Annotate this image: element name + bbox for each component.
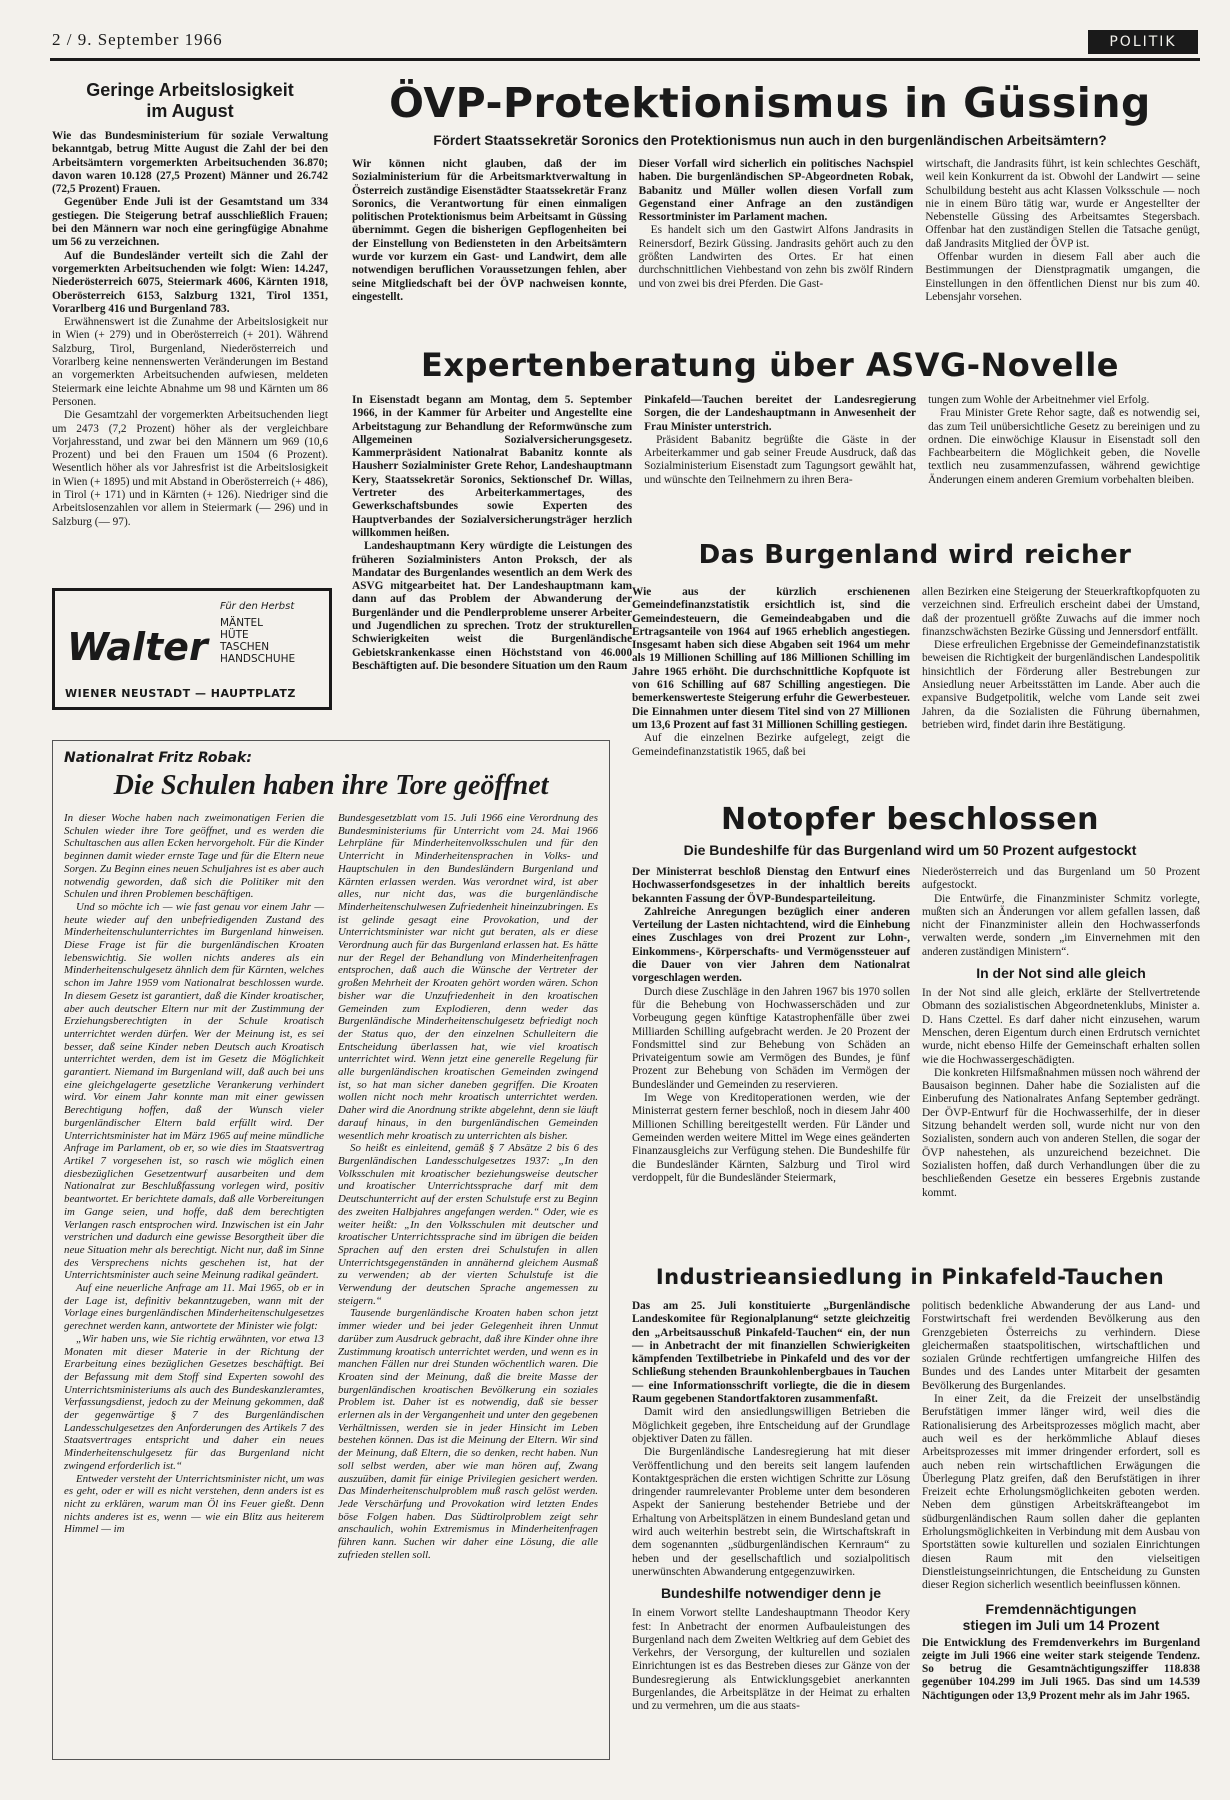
article-paragraph: Auf eine neuerliche Anfrage am 11. Mai 1965, ob er in der Lage ist, definitiv bekanntzugeben, wann mit der Vorlage eines burgenländischen Minderheitenschulgesetzes gerechnet werden kann, antwortete der Minister wie folgt:	[64, 1282, 324, 1333]
article-paragraph: Erwähnenswert ist die Zunahme der Arbeitslosigkeit nur in Wien (+ 279) und in Oberösterreich (+ 201). Während Salzburg, Tirol, Burgenland, Niederösterreich und Vorarlberg keine nennenswerten Veränderungen im Bestand an vorgemerkten Arbeitsuchenden aufwiesen, meldeten Steiermark eine leichte Abnahme um 98 und Kärnten um 86 Personen.	[52, 316, 328, 408]
article-paragraph: Die Burgenländische Landesregierung hat mit dieser Veröffentlichung und den bereits seit langem laufenden Kontaktgesprächen die ersten wichtigen Schritte zur Lösung dringender raumrelevanter Probleme unter dem besonderen Aspekt der Sanierung bestehender Betriebe und der Erhaltung von Arbeitsplätzen in einem Bundesland getan und wird auch weiterhin bestrebt sein, die Wirtschaftskraft in dem sogenannten „südburgenländischen Kernraum“ zu heben und der gesellschaftlich und sozialpolitisch unerwünschten Abwanderung entgegenzuwirken.	[632, 1446, 910, 1578]
subheadline-oevp: Fördert Staatssekretär Soronics den Protektionismus nun auch in den burgenländischen Arbeitsämtern?	[433, 133, 1107, 148]
subheadline-not: In der Not sind alle gleich	[976, 965, 1146, 982]
article-paragraph: Dieser Vorfall wird sicherlich ein politisches Nachspiel haben. Die burgenländischen SP-Abgeordneten Robak, Babanitz und Müller wollen diesen Vorfall zum Gegenstand einer Anfrage an den zuständigen Ressortminister im Parlament machen.	[638, 158, 914, 224]
article-paragraph: In einem Vorwort stellte Landeshauptmann Theodor Kery fest: In Anbetracht der enormen Aufbauleistungen des Burgenland nach dem Zweiten Weltkrieg auf dem Gebiet des Verkehrs, der Versorgung, der kulturellen und sozialen Einrichtungen ist es das Bestreben dieses zur Gänze von der Bundesregierung als Entwicklungsgebiet anerkannten Burgenlandes, die Arbeitsplätze in der Heimat zu erhalten und zu vermehren, um die aus staats-	[632, 1607, 910, 1713]
article-paragraph: Bundesgesetzblatt vom 15. Juli 1966 eine Verordnung des Bundesministeriums für Unterricht vom 24. Mai 1966 Lehrpläne für Minderheitenvolksschulen und für den Unterricht in Minderheitensprachen in Volks- und Hauptschulen in den Bundesländern Burgenland und Kärnten erlassen werden. Was verordnet wird, ist aber alles, nur nicht das, was die burgenländische Minderheitenschulwesen Zufriedenheit hineinzubringen. Es ist gelinde gesagt eine Provokation, und der Unterrichtsminister war nicht gut beraten, als er diese Verordnung auch für das Burgenland erlassen hat. Es hätte nur der Regel der Behandlung von Minderheitenfragen entsprochen, daß auch die Wünsche der Vertreter der großen Mehrheit der Kroaten gehört worden wären. Schon bisher war die Unzufriedenheit in den kroatischen Gemeinden zum Explodieren, denn weder das Burgenländische Minderheitenschulgesetz befriedigt noch der Status quo, der den einzelnen Schulleitern die Entscheidung überlassen hat, wie viel kroatisch unterrichtet wird. Wenn jetzt eine generelle Regelung für alle burgenländischen kroatischen Gemeinden zwingend ist, so hat man sicher daneben gegriffen. Die Kroaten wollen nicht noch mehr kroatisch unterrichtet werden. Daher wird die Anordnung strikte abgelehnt, denn sie läuft darauf hinaus, in den burgenländischen Gemeinden wesentlich mehr kroatisch zu unterrichten als bisher.	[338, 812, 598, 1142]
ad-item: TASCHEN	[220, 641, 270, 653]
article-paragraph: Es handelt sich um den Gastwirt Alfons Jandrasits in Reinersdorf, Bezirk Güssing. Jandrasits gehört auch zu den größten Landwirten des Ortes. Er hat einen durchschnittlichen Viehbestand von zehn bis zwölf Rindern und von zwei bis drei Pferden. Die Gast-	[638, 224, 914, 290]
article-paragraph: Pinkafeld—Tauchen bereitet der Landesregierung Sorgen, die der Landeshauptmann in Anwesenheit der Frau Minister unterstrich.	[644, 394, 917, 433]
headline-reicher: Das Burgenland wird reicher	[698, 540, 1132, 570]
section-label: POLITIK	[1088, 30, 1198, 54]
headline-notopfer: Notopfer beschlossen	[721, 802, 1099, 837]
ad-season: Für den Herbst	[220, 601, 295, 612]
ad-address: WIENER NEUSTADT — HAUPTPLATZ	[65, 687, 296, 700]
article-schulen-body	[64, 812, 598, 1561]
article-paragraph: In dieser Woche haben nach zweimonatigen Ferien die Schulen wieder ihre Tore geöffnet, und es werden die Schultaschen aus allen Ecken hervorgeholt. Für die Kinder beginnen damit wieder ernste Tage und für die Eltern neue Sorgen. Zu Beginn eines neuen Schuljahres ist es aber auch notwendig geworden, daß sich die Politiker mit den Schulen und ihren Problemen beschäftigen.	[64, 812, 324, 901]
article-paragraph: So heißt es einleitend, gemäß § 7 Absätze 2 bis 6 des Burgenländischen Landesschulgesetzes 1937: „In den Volksschulen mit kroatischer beziehungsweise deutscher und kroatischer Unterrichtssprache darf mit dem Deutschunterricht auf der ersten Schulstufe erst zu Beginn des zweiten Halbjahres angefangen werden.“ Oder, wie es weiter heißt: „In den Volksschulen mit deutscher und kroatischer Unterrichtssprache sind im übrigen die beiden Sprachen auf den ersten drei Schulstufen in allen Unterrichtsgegenständen in annähernd gleichem Ausmaß zu verwenden; ab der vierten Schulstufe ist die Verwendung der deutschen Sprache angemessen zu steigern.“	[338, 1142, 598, 1307]
subheadline-fremden-1: Fremdennächtigungen	[985, 1600, 1137, 1617]
article-paragraph: politisch bedenkliche Abwanderung der aus Land- und Forstwirtschaft frei werdenden Bevölkerung aus den Grenzgebieten Österreichs zu verhindern. Diese gleichermaßen staatspolitischen, wirtschaftlichen und sozialen Gründe rechtfertigen umfangreiche Hilfen des Bundes und des Landes unter Mitarbeit der gesamten Bevölkerung des Burgenlandes.	[922, 1300, 1200, 1392]
article-paragraph: Im Wege von Kreditoperationen werden, wie der Ministerrat gestern ferner beschloß, noch in diesem Jahr 400 Millionen Schilling bereitgestellt werden. Für Länder und Gemeinden werden weitere Mittel im Wege eines geänderten Finanzausgleichs zur Verfügung stehen. Die Bundeshilfe für die Bundesländer Kärnten, Salzburg und Tirol wird verdoppelt, für die Bundesländer Steiermark,	[632, 1092, 910, 1184]
page-date: 2 / 9. September 1966	[52, 30, 223, 49]
article-paragraph: Präsident Babanitz begrüßte die Gäste in der Arbeiterkammer und gab seiner Freude Ausdruck, daß das Sozialministerium Eisenstadt zum Tagungsort gewählt hat, und wünschte den Teilnehmern zu ihren Bera-	[644, 433, 917, 486]
article-paragraph: Das am 25. Juli konstituierte „Burgenländische Landeskomitee für Regionalplanung“ setzte gleichzeitig den „Arbeitsausschuß Pinkafeld-Tauchen“ ein, der nun — in Anbetracht der mit finanziellen Schwierigkeiten kämpfenden Textilbetriebe in Pinkafeld und des vor der Schließung stehenden Braunkohlenbergbaues in Tauchen — eine Informationsschrift vorliegte, die die in diesem Raum gegebenen Standortfaktoren zusammenfaßt.	[632, 1300, 910, 1406]
article-paragraph: Wie aus der kürzlich erschienenen Gemeindefinanzstatistik ersichtlich ist, sind die Gemeindesteuern, die Gemeindeabgaben und die Ertragsanteile von 1964 auf 1965 erheblich angestiegen. Insgesamt haben sich diese Abgaben seit 1964 um mehr als 19 Millionen Schilling auf 186 Millionen Schilling im Jahre 1965 erhöht. Die durchschnittliche Kopfquote ist von 616 Schilling auf 687 Schilling angestiegen. Die bemerkenswerteste Steigerung erfuhr die Gewerbesteuer. Die Einnahmen unter diesem Titel sind von 27 Millionen um 13,6 Prozent auf fast 31 Millionen Schilling gestiegen.	[632, 586, 910, 731]
article-paragraph: Zahlreiche Anregungen bezüglich einer anderen Verteilung der Lasten nichtachtend, wird die Einhebung eines Zuschlages von drei Prozent zur Lohn-, Einkommens-, Körperschafts- und Vermögenssteuer auf die Dauer von vier Jahren dem Nationalrat vorgeschlagen werden.	[632, 905, 910, 985]
article-title-2: im August	[146, 101, 234, 121]
article-paragraph: Gegenüber Ende Juli ist der Gesamtstand um 334 gestiegen. Die Steigerung betraf ausschließlich Frauen; bei den Männern war noch eine geringfügige Abnahme um 56 zu verzeichnen.	[52, 196, 328, 249]
article-notopfer-body	[632, 866, 1200, 1200]
article-paragraph: Frau Minister Grete Rehor sagte, daß es notwendig sei, das zum Teil unübersichtliche Gesetz zu bereinigen und zu ordnen. Die einwöchige Klausur in Eisenstadt soll den Fachbearbeitern die Möglichkeit geben, die Novelle textlich neu zusammenzufassen, während gewichtige Änderungen einem anderen Gremium vorbehalten bleiben.	[928, 407, 1201, 486]
article-paragraph: In einer Zeit, da die Freizeit der unselbständig Berufstätigen immer länger wird, weil dies die Rationalisierung des Arbeitsprozesses möglich macht, aber auch weil es der herkömmliche Ablauf dieses Arbeitsprozesses mit immer dringender erfordert, soll es auch neben rein wirtschaftlichen Erwägungen die Überlegung Platz greifen, daß den Berufstätigen in ihrer Freizeit echte Erholungsmöglichkeiten geboten werden. Neben dem günstigen Arbeitskräfteangebot im südburgenländischen Raum sollen daher die geplanten Erholungsmöglichkeiten in Verbindung mit dem Ausbau von Sportstätten sowie kulturellen und sozialen Einrichtungen diesen Raum mit den vielseitigen Dienstleistungseinrichtungen, die Entscheidung zu Gunsten dieser Region sicherlich wesentlich beeinflussen können.	[922, 1393, 1200, 1592]
article-paragraph: Tausende burgenländische Kroaten haben schon jetzt immer wieder und bei jeder Gelegenheit ihren Unmut darüber zum Ausdruck gebracht, daß ihre Kinder ohne ihre Zustimmung kroatisch unterrichtet werden, und wenn es in manchen Fällen nur drei Stunden wöchentlich waren. Die Kroaten sind der Meinung, daß die breite Masse der burgenländischen kroatischen Bevölkerung ein soziales Problem ist. Daher ist es notwendig, daß sie besser erlernen als in der Vergangenheit und unter den gegebenen Verhältnissen, werden sie in jeder Hinsicht im Leben bestehen können. Das ist die Meinung der Eltern. Wir sind der Meinung, daß Eltern, die so denken, recht haben. Nun soll selbst werden, aber wie man hören auf, Zwang auszuüben, damit für einige Privilegien gesichert werden. Das Minderheitenschulproblem muß rasch gelöst werden. Jede Verschärfung und Provokation wird letzten Endes böse Folgen haben. Das Südtirolproblem zeigt sehr anschaulich, wohin Extremismus in Minderheitenfragen führen kann. Suchen wir daher eine Lösung, die alle zufrieden stellen soll.	[338, 1307, 598, 1561]
article-paragraph: In Eisenstadt begann am Montag, dem 5. September 1966, in der Kammer für Arbeiter und Angestellte eine Arbeitstagung zur Behandlung der Reformwünsche zum Allgemeinen Sozialversicherungsgesetz. Kammerpräsident Nationalrat Babanitz konnte als Hausherr Sozialminister Grete Rehor, Landeshauptmann Kery, Staatssekretär Soronics, Sektionschef Dr. Willas, Vertreter des Arbeiterkammertages, des Gewerkschaftsbundes sowie Experten des Hauptverbandes der Sozialversicherungsträger herzlich willkommen heißen.	[352, 394, 633, 539]
article-paragraph: Die Entwicklung des Fremdenverkehrs im Burgenland zeigte im Juli 1966 eine weiter stark steigende Tendenz. So betrug die Gesamtnächtigungsziffer 118.838 gegenüber 104.299 im Juli 1965. Das sind um 14.539 Nächtigungen oder 13,9 Prozent mehr als im Jahr 1965.	[922, 1636, 1200, 1702]
article-paragraph: tungen zum Wohle der Arbeitnehmer viel Erfolg.	[928, 394, 1150, 406]
article-paragraph: Wie das Bundesministerium für soziale Verwaltung bekanntgab, betrug Mitte August die Zahl der bei den Arbeitsämtern vorgemerkten Arbeitsuchenden 36.870; davon waren 10.128 (27,5 Prozent) Männer und 26.742 (72,5 Prozent) Frauen.	[52, 130, 328, 196]
article-paragraph: Die konkreten Hilfsmaßnahmen müssen noch während der Bausaison beginnen. Daher habe die Sozialisten auf die Einberufung des Nationalrates Anfang September gedrängt. Der ÖVP-Entwurf für die Hochwasserhilfe, der in dieser Sitzung behandelt werden soll, wurde nicht nur von den Sozialisten, sondern auch von anderen Stellen, die sogar der ÖVP nahestehen, als unzureichend bezeichnet. Die Sozialisten hoffen, daß durch Verhandlungen über die zu beschließenden Gesetze ein besseres Ergebnis zustande kommt.	[922, 1066, 1200, 1199]
article-paragraph: „Wir haben uns, wie Sie richtig erwähnten, vor etwa 13 Monaten mit dieser Materie in der Richtung der Erarbeitung eines bezüglichen Gesetzes beschäftigt. Bei der Befassung mit dem Stoff sind Experten sowohl des Unterrichtsministeriums als auch des Bundeskanzleramtes, Verfassungsdienst, jedoch zu der Meinung gekommen, daß der gegenwärtige § 7 des Burgenländischen Landesschulgesetzes den Anforderungen des Artikels 7 des Staatsvertrages entspricht und daher ein neues Minderheitenschulgesetz für das Burgenland nicht zwingend erforderlich ist.“	[64, 1332, 324, 1472]
ad-item: HANDSCHUHE	[220, 653, 296, 665]
header-rule	[50, 58, 1200, 61]
article-paragraph: Offenbar wurden in diesem Fall aber auch die Bestimmungen der Dienstpragmatik umgangen, die Einstellungen in den öffentlichen Dienst nur bis zum 40. Lebensjahr vorsehen.	[925, 251, 1201, 303]
advertisement-walter	[52, 588, 332, 710]
article-paragraph: Der Ministerrat beschloß Dienstag den Entwurf eines Hochwasserfondsgesetzes in der inhaltlich bereits bekannten Fassung der ÖVP-Bundesparteileitung.	[632, 866, 910, 905]
headline-schulen: Die Schulen haben ihre Tore geöffnet	[113, 770, 549, 801]
article-title: Geringe Arbeitslosigkeit	[86, 80, 294, 100]
article-paragraph: Und so möchte ich — wie fast genau vor einem Jahr — heute wieder auf den unbefriedigenden Zustand des Minderheitenschulunterrichtes im Burgenland hinweisen. Diese Frage ist für die burgenländischen Kroaten lebenswichtig. Sie wollen nichts anderes als ein Minderheitenschulgesetz ähnlich dem für Kärnten, welches schon im Jahre 1959 vom Nationalrat beschlossen wurde. In diesem Gesetz ist garantiert, daß die Kinder kroatischer, aber auch deutscher Eltern nur mit der Zustimmung der Erziehungsberechtigten in der Schule kroatisch unterrichtet werden dürfen. Wer der Meinung ist, es sei besser, daß seine Kinder neben Deutsch auch Kroatisch unterrichtet werden, dem ist im Gesetz die Möglichkeit garantiert. Niemand im Burgenland will, daß auch bei uns eine gleichgelagerte gesetzliche Verankerung verhindert wird. Vor einem Jahr konnte man mit einer gewissen Berechtigung hoffen, daß der Wunsch vieler burgenländischer Eltern bald erfüllt wird. Der Unterrichtsminister hat im März 1965 auf meine mündliche Anfrage im Parlament, ob er, so wie dies im Staatsvertrag Artikel 7 vorgesehen ist, so rasch wie möglich einen diesbezüglichen Gesetzentwurf ausarbeiten und dem Nationalrat zur Beschlußfassung vorlegen wird, positiv beantwortet. Er berichtete damals, daß alle Vorbereitungen im Gange seien, und hoffe, daß dem berechtigten Verlangen rasch entsprochen wird. Inzwischen ist ein Jahr verstrichen und dadurch eine gewisse Besorgtheit über die neue Situation mehr als berechtigt. Nicht nur, daß im Sinne des Versprechens nichts geschehen ist, hat der Unterrichtsminister auch seine Meinung radikal geändert.	[64, 900, 324, 1282]
article-paragraph: Diese erfreulichen Ergebnisse der Gemeindefinanzstatistik beweisen die Richtigkeit der burgenländischen Landespolitik hinsichtlich der Förderung aller Bestrebungen zur Ansiedlung neuer Arbeitsstätten im Lande. Aber auch die expansive Budgetpolitik, welche vom Lande seit zwei Jahren, da die Sozialisten die Führung übernahmen, betrieben wird, findet darin ihre Bestätigung.	[922, 639, 1200, 731]
article-oevp-body	[352, 158, 1200, 304]
article-paragraph: allen Bezirken eine Steigerung der Steuerkraftkopfquoten zu verzeichnen sind. Erfreulich erscheint dabei der Umstand, daß der prozentuell größte Zuwachs auf die immer noch finanzschwächsten Bezirke Güssing und Jennersdorf entfällt.	[922, 586, 1200, 638]
article-kicker: Nationalrat Fritz Robak:	[64, 750, 252, 766]
article-reicher-body	[632, 586, 1200, 759]
subheadline-fremden-2: stiegen im Juli um 14 Prozent	[962, 1616, 1160, 1633]
ad-brand: Walter	[67, 625, 208, 669]
ad-items	[220, 617, 295, 665]
ad-item: HÜTE	[220, 629, 249, 641]
article-paragraph: In der Not sind alle gleich, erklärte der Stellvertretende Obmann des sozialistischen Abgeordnetenklubs, Minister a. D. Hans Czettel. Es darf daher nicht einzusehen, warum Menschen, deren Eigentum durch einen Erdrutsch vernichtet wurde, nicht ebenso Hilfe der Gemeinschaft erhalten sollen wie die Hochwassergeschädigten.	[922, 987, 1200, 1066]
subheadline-bundeshilfe: Bundeshilfe notwendiger denn je	[660, 1585, 882, 1602]
article-paragraph: Landeshauptmann Kery würdigte die Leistungen des früheren Sozialministers Anton Proksch, der als Mandatar des Burgenlandes wesentlich an dem Werk des ASVG mitgearbeitet hat. Der Landeshauptmann kam dann auf das Problem der Abwanderung der Burgenländer und die Pendlerprobleme unserer Arbeiter und Jugendlichen zu sprechen. Trotz der strukturellen Schwierigkeiten weist die Burgenländische Gebietskrankenkasse einen Höchststand von 46.000 Beschäftigten auf. Die besondere Situation um den Raum	[352, 540, 633, 672]
article-industrie-body	[632, 1300, 1200, 1714]
article-arbeitslosigkeit	[52, 80, 328, 529]
headline-industrie: Industrieansiedlung in Pinkafeld-Tauchen	[655, 1265, 1165, 1289]
article-paragraph: Die Entwürfe, die Finanzminister Schmitz vorlegte, mußten sich an Änderungen vor allem gefallen lassen, daß nicht der Finanzminister allein den Hochwasserfonds verwalten werde, sondern „im Einvernehmen mit den anderen zuständigen Ministern“.	[922, 892, 1200, 958]
headline-asvg: Expertenberatung über ASVG-Novelle	[421, 346, 1119, 384]
article-paragraph: Auf die Bundesländer verteilt sich die Zahl der vorgemerkten Arbeitsuchenden wie folgt: Wien: 14.247, Niederösterreich 6075, Steiermark 4606, Kärnten 1918, Oberösterreich 6153, Salzburg 1321, Tirol 1351, Vorarlberg 416 und Burgenland 783.	[52, 249, 328, 315]
ad-item: MÄNTEL	[220, 617, 263, 629]
article-paragraph: Niederösterreich und das Burgenland um 50 Prozent aufgestockt.	[922, 866, 1200, 892]
article-paragraph: Damit wird den ansiedlungswilligen Betrieben die Möglichkeit gegeben, ihre Entscheidung auf der Grundlage objektiver Daten zu fällen.	[632, 1406, 910, 1445]
subheadline-notopfer: Die Bundeshilfe für das Burgenland wird um 50 Prozent aufgestockt	[683, 842, 1137, 858]
article-paragraph: Entweder versteht der Unterrichtsminister nicht, um was es geht, oder er will es nicht verstehen, denn anders ist es nicht zu erklären, warum man Öl ins Feuer gießt. Denn nichts anderes ist es, wenn — wie ein Blitz aus heiterem Himmel — im	[64, 1472, 324, 1536]
article-paragraph: Die Gesamtzahl der vorgemerkten Arbeitsuchenden liegt um 2473 (7,2 Prozent) höher als der vergleichbare Vorjahresstand, und zwar bei den Männern um 969 (10,6 Prozent) und bei den Frauen um 1504 (6 Prozent). Wesentlich höher als vor Jahresfrist ist die Arbeitslosigkeit in Wien (+ 1895) und mit Abstand in Oberösterreich (+ 486), in Tirol (+ 171) und in Kärnten (+ 126). Niedriger sind die Arbeitslosenzahlen vor allem in Steiermark (— 296) und in Salzburg (— 97).	[52, 409, 328, 528]
article-paragraph: Wir können nicht glauben, daß der im Sozialministerium für die Arbeitsmarktverwaltung in Österreich zuständige Eisenstädter Staatssekretär Franz Soronics, die Verantwortung für einen einmaligen politischen Protektionismus beim Arbeitsamt in Güssing übernimmt. Gegen die bisherigen Gepflogenheiten bei der Einstellung von Bediensteten in den Arbeitsämtern wurde vor kurzem ein Gast- und Landwirt, dem alle notwendigen beruflichen Voraussetzungen fehlen, aber seine Mitgliedschaft bei der ÖVP nachweisen konnte, eingestellt.	[352, 158, 627, 303]
article-paragraph: wirtschaft, die Jandrasits führt, ist kein schlechtes Geschäft, weil kein Konkurrent da ist. Obwohl der Landwirt — seine Schulbildung besteht aus acht Klassen Volksschule — noch nie in einem Büro tätig war, wurde er Angestellter der Nebenstelle Güssing des Arbeitsamtes Stegersbach. Offenbar hat den zuständigen Stellen die Tatsache genügt, daß Jandrasits Mitglied der ÖVP ist.	[925, 158, 1201, 250]
article-paragraph: Auf die einzelnen Bezirke aufgelegt, zeigt die Gemeindefinanzstatistik 1965, daß bei	[632, 732, 910, 758]
article-paragraph: Durch diese Zuschläge in den Jahren 1967 bis 1970 sollen für die Behebung von Hochwasserschäden und zur Vorbeugung gegen künftige Katastrophenfälle über zwei Milliarden Schilling aufgebracht werden. Je 20 Prozent der Fondsmittel sind zur Behebung von Schäden an Privateigentum sowie am Vermögen des Bundes, je fünf Prozent zur Behebung von Schäden im Vermögen der Bundesländer und Gemeinden zu reservieren.	[632, 985, 910, 1091]
headline-oevp: ÖVP-Protektionismus in Güssing	[389, 79, 1151, 127]
